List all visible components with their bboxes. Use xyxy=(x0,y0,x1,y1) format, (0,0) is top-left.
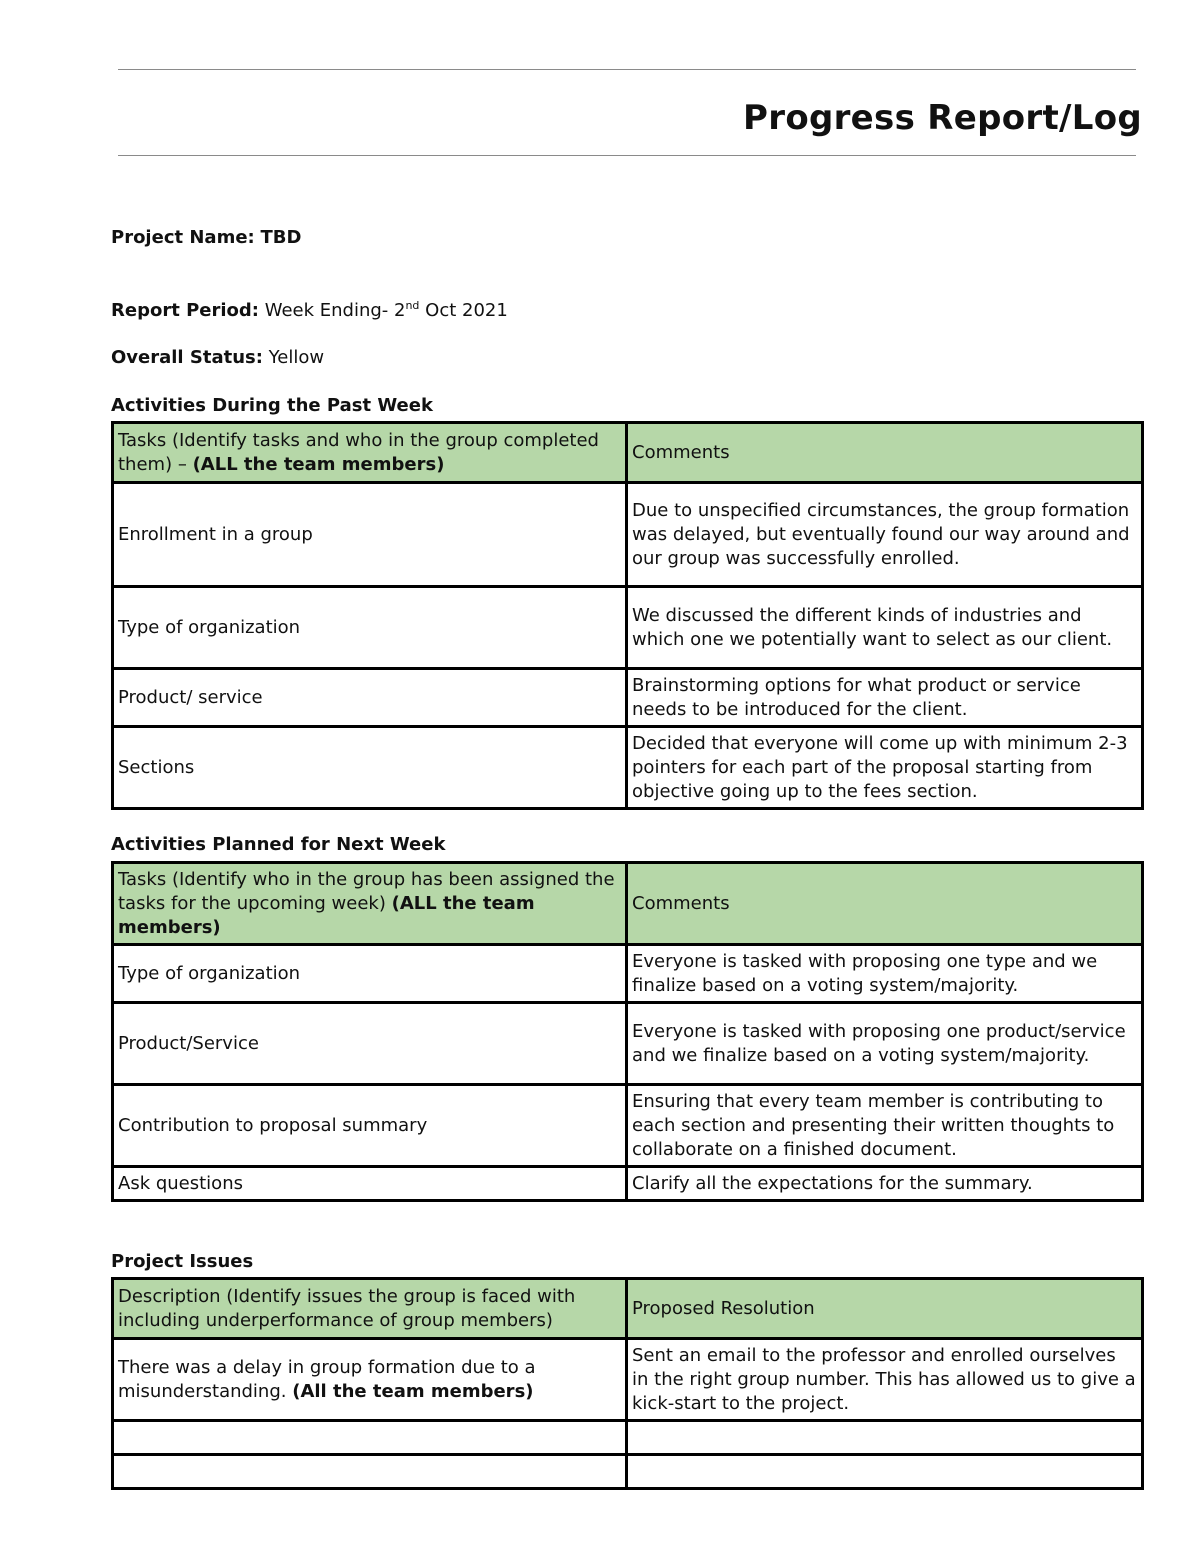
table-row xyxy=(113,1421,1143,1455)
overall-status-label: Overall Status: xyxy=(111,347,263,368)
tasks-header: Tasks (Identify who in the group has been assigned the tasks for the upcoming week) (ALL the team members) xyxy=(113,863,627,945)
table-row xyxy=(113,1085,1143,1167)
project-issues-heading: Project Issues xyxy=(111,1251,254,1272)
top-divider xyxy=(118,69,1136,70)
project-name-value: TBD xyxy=(260,227,302,248)
project-issues-table xyxy=(111,1277,1144,1490)
task-cell: Ask questions xyxy=(113,1167,627,1201)
table-row xyxy=(113,945,1143,1003)
comment-cell: Decided that everyone will come up with minimum 2-3 pointers for each part of the proposal starting from objective going up to the fees section. xyxy=(627,727,1143,809)
comment-cell: Due to unspecified circumstances, the group formation was delayed, but eventually found our way around and our group was successfully enrolled. xyxy=(627,483,1143,587)
project-name-field xyxy=(111,227,301,248)
project-name-label: Project Name: xyxy=(111,227,255,248)
document-title: Progress Report/Log xyxy=(743,98,1142,138)
table-row xyxy=(113,669,1143,727)
table-row xyxy=(113,1167,1143,1201)
resolution-cell: Sent an email to the professor and enrolled ourselves in the right group number. This has allowed us to give a kick-start to the project. xyxy=(627,1339,1143,1421)
task-cell: Type of organization xyxy=(113,587,627,669)
description-cell xyxy=(113,1421,627,1455)
comments-header: Comments xyxy=(627,423,1143,483)
comment-cell: Ensuring that every team member is contributing to each section and presenting their written thoughts to collaborate on a finished document. xyxy=(627,1085,1143,1167)
task-cell: Product/Service xyxy=(113,1003,627,1085)
comment-cell: We discussed the different kinds of industries and which one we potentially want to select as our client. xyxy=(627,587,1143,669)
next-week-heading: Activities Planned for Next Week xyxy=(111,834,446,855)
tasks-header: Tasks (Identify tasks and who in the group completed them) – (ALL the team members) xyxy=(113,423,627,483)
table-row xyxy=(113,483,1143,587)
description-cell xyxy=(113,1455,627,1489)
description-cell: There was a delay in group formation due to a misunderstanding. (All the team members) xyxy=(113,1339,627,1421)
task-cell: Enrollment in a group xyxy=(113,483,627,587)
table-header-row xyxy=(113,1279,1143,1339)
comments-header: Comments xyxy=(627,863,1143,945)
task-cell: Product/ service xyxy=(113,669,627,727)
table-header-row xyxy=(113,863,1143,945)
table-row xyxy=(113,587,1143,669)
task-cell: Sections xyxy=(113,727,627,809)
past-week-table xyxy=(111,421,1144,810)
comment-cell: Brainstorming options for what product or service needs to be introduced for the client. xyxy=(627,669,1143,727)
resolution-cell xyxy=(627,1421,1143,1455)
comment-cell: Everyone is tasked with proposing one product/service and we finalize based on a voting system/majority. xyxy=(627,1003,1143,1085)
title-divider xyxy=(118,155,1136,156)
next-week-table xyxy=(111,861,1144,1202)
resolution-header: Proposed Resolution xyxy=(627,1279,1143,1339)
table-row xyxy=(113,1339,1143,1421)
report-period-value: Week Ending- 2nd Oct 2021 xyxy=(264,299,508,321)
task-cell: Contribution to proposal summary xyxy=(113,1085,627,1167)
overall-status-value: Yellow xyxy=(268,347,325,368)
description-header: Description (Identify issues the group is faced with including underperformance of group members) xyxy=(113,1279,627,1339)
overall-status-field xyxy=(111,347,324,368)
comment-cell: Clarify all the expectations for the summary. xyxy=(627,1167,1143,1201)
table-row xyxy=(113,727,1143,809)
past-week-heading: Activities During the Past Week xyxy=(111,395,433,416)
table-header-row xyxy=(113,423,1143,483)
table-row xyxy=(113,1003,1143,1085)
comment-cell: Everyone is tasked with proposing one type and we finalize based on a voting system/majority. xyxy=(627,945,1143,1003)
task-cell: Type of organization xyxy=(113,945,627,1003)
report-period-field xyxy=(111,299,508,321)
table-row xyxy=(113,1455,1143,1489)
resolution-cell xyxy=(627,1455,1143,1489)
report-period-label: Report Period: xyxy=(111,300,259,321)
